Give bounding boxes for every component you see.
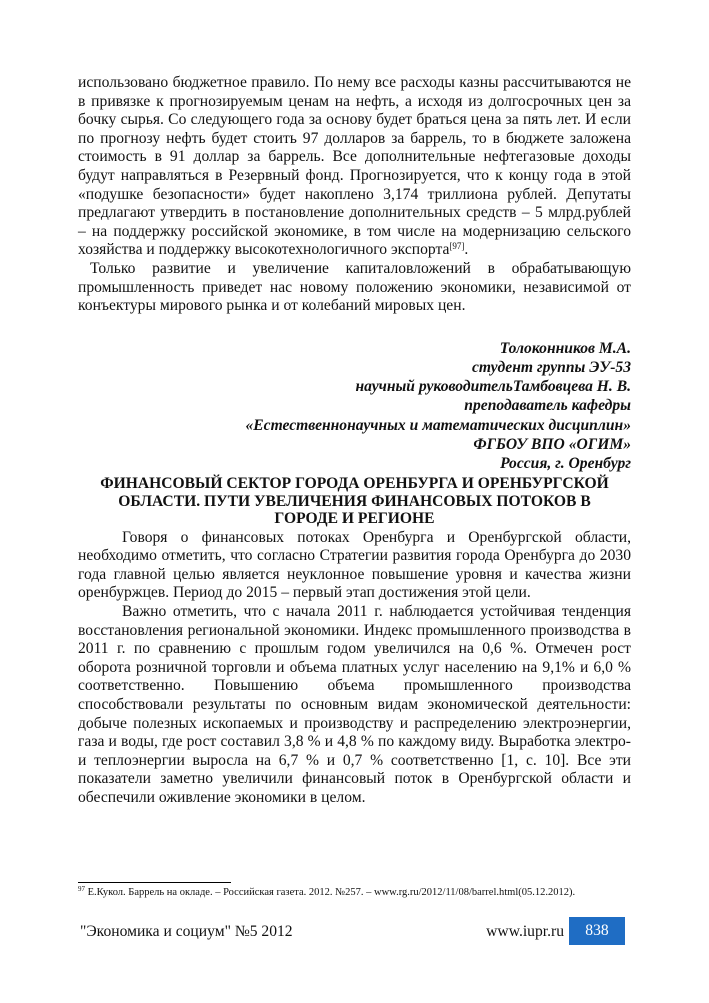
journal-name: "Экономика и социум" №5 2012	[80, 923, 293, 940]
continuation-paragraph-end: .	[464, 241, 469, 259]
page-footer	[78, 917, 625, 947]
author-position: студент группы ЭУ-53	[472, 358, 631, 376]
footnote-divider	[78, 882, 231, 883]
footnote-number: 97	[78, 885, 85, 893]
advisor: научный руководительТамбовцева Н. В.	[355, 378, 631, 396]
body-paragraph-1: Говоря о финансовых потоках Оренбурга и Оренбургской области, необходимо отметить, что согласно Стратегии развития города Оренбурга до 2030 года главной целью является неуклонное повышение уровня и качества жизни оренбуржцев. Период до 2015 – первый этап достижения этой цели.	[78, 528, 631, 602]
advisor-position: преподаватель кафедры	[464, 397, 631, 415]
department: «Естественнонаучных и математических дисциплин»	[245, 416, 631, 434]
journal-url[interactable]: www.iupr.ru	[486, 923, 564, 940]
location: Россия, г. Оренбург	[500, 454, 631, 472]
continuation-paragraph	[78, 74, 631, 260]
body-paragraph-2: Важно отметить, что с начала 2011 г. наблюдается устойчивая тенденция восстановления региональной экономики. Индекс промышленного производства в 2011 г. по сравнению с прошлым годом увеличился на 0,6 %. Отмечен рост оборота розничной торговли и объема платных услуг населению на 9,1% и 6,0 % соответственно. Повышению объема промышленного производства способствовали результаты по основным видам экономической деятельности: добыче полезных ископаемых и производству и распределению электроэнергии, газа и воды, где рост составил 3,8 % и 4,8 % по каждому виду. Выработка электро- и теплоэнергии выросла на 6,7 % и 0,7 % соответственно [1, с. 10]. Все эти показатели заметно увеличили финансовый поток в Оренбургской области и обеспечили оживление экономики в целом.	[78, 603, 631, 806]
page-content	[78, 74, 631, 808]
page-number-badge: 838	[569, 917, 625, 945]
author-name: Толоконников М.А.	[499, 339, 631, 357]
continuation-paragraph-text: использовано бюджетное правило. По нему все расходы казны рассчитываются не в привязке к прогнозируемым ценам на нефть, а исходя из долгосрочных цен за бочку сырья. Со следующего года за основу будет браться цена за пять лет. И если по прогнозу нефть будет стоить 97 долларов за баррель, то в бюджете заложена стоимость в 91 доллар за баррель. Все дополнительные нефтегазовые доходы будут направляться в Резервный фонд. Прогнозируется, что к концу года в этой «подушке безопасности» будет накоплено 3,174 триллиона рублей. Депутаты предлагают утвердить в постановление дополнительных средств – 5 млрд.рублей – на поддержку российской экономике, в том числе на модернизацию сельского хозяйства и поддержку высокотехнологичного экспорта	[78, 74, 631, 259]
article-title: ФИНАНСОВЫЙ СЕКТОР ГОРОДА ОРЕНБУРГА И ОРЕНБУРГСКОЙ ОБЛАСТИ. ПУТИ УВЕЛИЧЕНИЯ ФИНАНСОВЫХ ПОТОКОВ В ГОРОДЕ И РЕГИОНЕ	[100, 475, 609, 528]
footnote-text: Е.Кукол. Баррель на окладе. – Российская газета. 2012. №257. – www.rg.ru/2012/11/08/barrel.html(05.12.2012).	[85, 887, 576, 898]
author-block	[78, 339, 631, 473]
institution: ФГБОУ ВПО «ОГИМ»	[473, 435, 631, 453]
closing-paragraph: Только развитие и увеличение капиталовложений в обрабатывающую промышленность приведет нас новому положению экономики, независимой от конъектуры мирового рынка и от колебаний мировых цен.	[78, 259, 631, 315]
footnote	[78, 887, 631, 900]
footnote-reference[interactable]: [97]	[449, 241, 465, 252]
